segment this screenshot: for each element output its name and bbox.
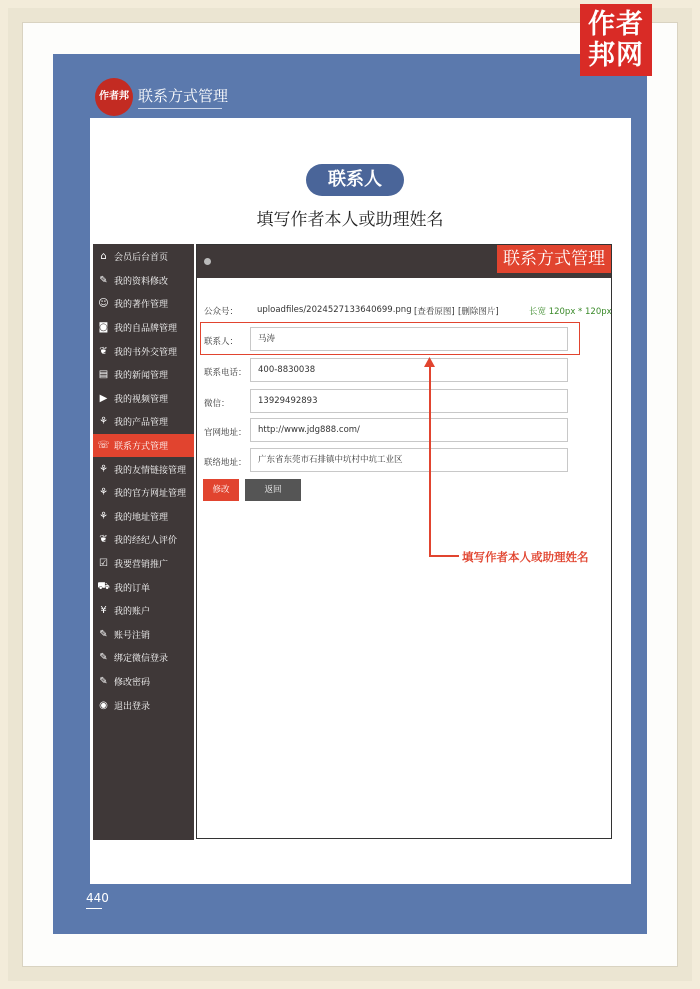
handshake-icon: ❦ <box>99 345 108 357</box>
sidebar-item[interactable] <box>93 575 194 599</box>
people-icon: ☺ <box>98 298 109 310</box>
sidebar-item-label: 我的书外交管理 <box>114 347 178 358</box>
title-underline <box>138 108 222 109</box>
arrow-horizontal <box>429 555 459 557</box>
sidebar-item[interactable] <box>93 245 194 269</box>
arrow-vertical <box>429 366 431 556</box>
sidebar-item[interactable] <box>93 599 194 623</box>
annotation-callout: 填写作者本人或助理姓名 <box>462 550 589 564</box>
address-label: 联络地址： <box>204 458 247 468</box>
sidebar-item-label: 联系方式管理 <box>114 442 169 453</box>
wechat-bind-icon: ✎ <box>99 652 108 664</box>
checkbox-icon: ☑ <box>99 558 108 570</box>
sidebar-item-label: 我的新闻管理 <box>114 371 169 382</box>
sidebar-item[interactable] <box>93 693 194 717</box>
brand-badge-line2: 邦网 <box>588 40 644 71</box>
back-button[interactable]: 返回 <box>245 479 301 501</box>
sidebar-item[interactable] <box>93 339 194 363</box>
cart-icon: ⛟ <box>97 580 110 592</box>
section-subtitle: 填写作者本人或助理姓名 <box>256 210 444 230</box>
camera-icon: ◙ <box>98 322 109 334</box>
website-input[interactable]: http://www.jdg888.com/ <box>250 418 568 442</box>
sidebar-item[interactable] <box>93 292 194 316</box>
sidebar-item[interactable] <box>93 670 194 694</box>
site-icon: ⚘ <box>99 487 108 499</box>
sidebar-item[interactable] <box>93 623 194 647</box>
sidebar-item-label: 我的账户 <box>114 607 151 618</box>
contact-person-input[interactable]: 马涛 <box>250 327 568 351</box>
rating-icon: ❦ <box>99 534 108 546</box>
sidebar-item[interactable] <box>93 363 194 387</box>
submit-button[interactable]: 修改 <box>203 479 239 501</box>
contact-person-label: 联系人： <box>204 337 239 347</box>
sidebar-item[interactable] <box>93 505 194 529</box>
delete-image-link[interactable]: [删除图片] <box>458 307 499 317</box>
sidebar-item[interactable] <box>93 552 194 576</box>
sidebar-item-label: 我的地址管理 <box>114 512 169 523</box>
sidebar-item[interactable] <box>93 387 194 411</box>
sidebar-item-label: 我的视频管理 <box>114 394 169 405</box>
link-icon: ⚘ <box>99 463 108 475</box>
upload-label: 公众号： <box>204 307 239 317</box>
arrow-head-icon <box>424 357 435 367</box>
sidebar-item-label: 我的产品管理 <box>114 418 169 429</box>
address-input[interactable]: 广东省东莞市石排镇中坑村中坑工业区 <box>250 448 568 472</box>
view-image-link[interactable]: [查看原图] <box>414 307 455 317</box>
highlight-box <box>200 322 580 355</box>
wechat-input[interactable]: 13929492893 <box>250 389 568 413</box>
page-number: 440 <box>86 891 109 905</box>
logout-icon: ◉ <box>99 699 108 711</box>
sidebar-item-label: 绑定微信登录 <box>114 654 169 665</box>
cancel-account-icon: ✎ <box>99 628 108 640</box>
logo: 作者邦 <box>95 78 133 116</box>
content-header-title: 联系方式管理 <box>497 245 611 273</box>
sidebar-item[interactable] <box>93 457 194 481</box>
status-dot-icon <box>204 258 211 265</box>
sidebar-item[interactable] <box>93 316 194 340</box>
sidebar-item-label: 我的官方网址管理 <box>114 489 187 500</box>
phone-icon: ☏ <box>97 440 110 452</box>
yen-icon: ¥ <box>100 605 107 617</box>
upload-path: uploadfiles/2024527133640699.png <box>257 305 412 315</box>
sidebar-item-label: 我的经纪人评价 <box>114 536 178 547</box>
sidebar <box>93 244 194 840</box>
brand-badge <box>580 4 652 76</box>
sidebar-item-label: 我的著作管理 <box>114 300 169 311</box>
sidebar-item[interactable] <box>93 269 194 293</box>
section-pill: 联系人 <box>306 164 404 196</box>
sidebar-item-label: 我的订单 <box>114 583 151 594</box>
product-icon: ⚘ <box>99 416 108 428</box>
sidebar-item[interactable] <box>93 410 194 434</box>
page-title: 联系方式管理 <box>138 87 229 105</box>
sidebar-item-label: 退出登录 <box>114 701 151 712</box>
sidebar-item-label: 会员后台首页 <box>114 253 169 264</box>
content-header-bar <box>197 245 611 278</box>
password-icon: ✎ <box>99 675 108 687</box>
size-hint: 长宽 120px * 120px <box>529 307 612 317</box>
sidebar-item[interactable] <box>93 434 194 458</box>
sidebar-item-label: 我的资料修改 <box>114 276 169 287</box>
wechat-label: 微信： <box>204 399 230 409</box>
sidebar-item-label: 我的友情链接管理 <box>114 465 187 476</box>
page-number-underline <box>86 908 102 909</box>
phone-label: 联系电话： <box>204 368 247 378</box>
play-icon: ▶ <box>99 392 108 404</box>
address-icon: ⚘ <box>99 510 108 522</box>
news-icon: ▤ <box>98 369 109 381</box>
sidebar-item[interactable] <box>93 481 194 505</box>
sidebar-item[interactable] <box>93 646 194 670</box>
sidebar-item-label: 修改密码 <box>114 677 151 688</box>
phone-input[interactable]: 400-8830038 <box>250 358 568 382</box>
sidebar-item-label: 我的自品牌管理 <box>114 324 178 335</box>
sidebar-item-label: 账号注销 <box>114 630 151 641</box>
brand-badge-line1: 作者 <box>588 9 644 40</box>
sidebar-item-label: 我要营销推广 <box>114 560 169 571</box>
home-icon: ⌂ <box>100 251 107 263</box>
edit-icon: ✎ <box>99 274 108 286</box>
sidebar-item[interactable] <box>93 528 194 552</box>
website-label: 官网地址： <box>204 428 247 438</box>
